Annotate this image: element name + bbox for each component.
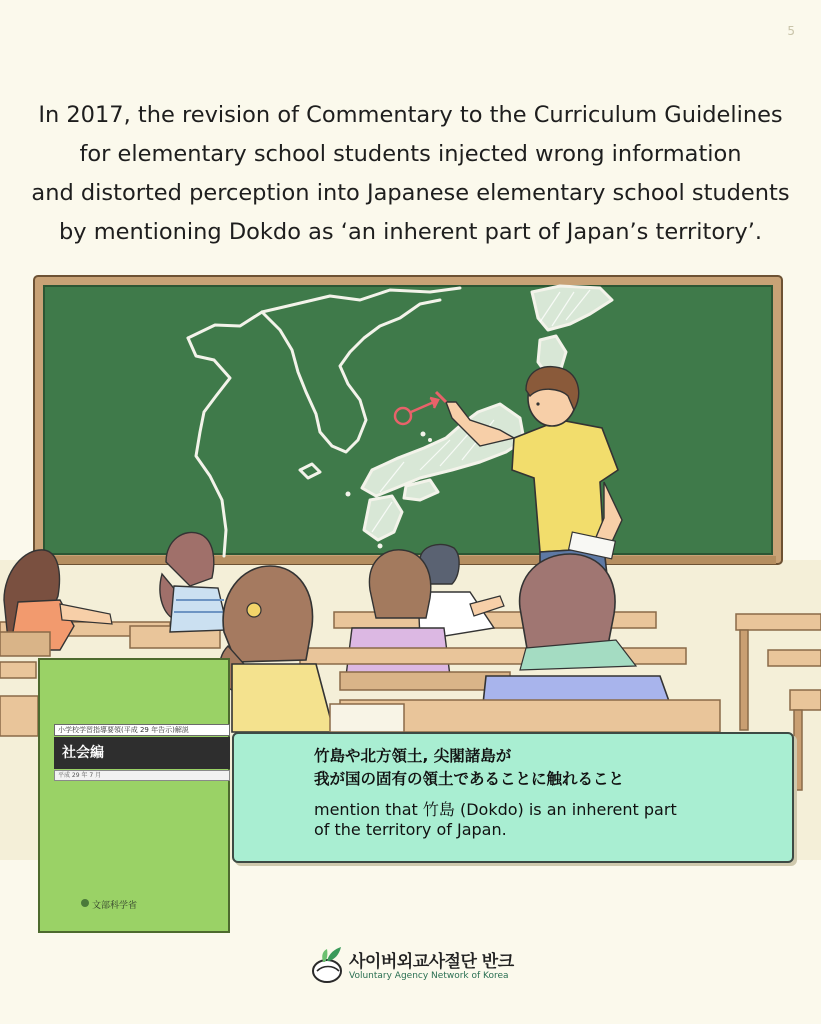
headline-line: for elementary school students injected wrong information: [79, 141, 742, 167]
quote-english-line-2: of the territory of Japan.: [314, 820, 507, 839]
quote-english-line-1: mention that 竹島 (Dokdo) is an inherent part: [314, 800, 677, 819]
book-publisher: 文部科学省: [92, 901, 138, 911]
headline-line: by mentioning Dokdo as ‘an inherent part of Japan’s territory’.: [59, 219, 762, 245]
headline-line: and distorted perception into Japanese elementary school students: [31, 180, 790, 206]
quote-japanese-line-1: 竹島や北方領土, 尖閣諸島が: [314, 747, 512, 765]
book-title-label: 小学校学習指導要領(平成 29 年告示)解説: [54, 724, 230, 736]
quote-box: [232, 732, 794, 863]
chalkboard: [34, 276, 782, 564]
curriculum-book-cover: [38, 658, 230, 933]
book-date-label: 平成 29 年 7 月: [54, 770, 230, 781]
vank-globe-icon: [311, 943, 347, 987]
page-number: 5: [787, 24, 795, 38]
headline-line: In 2017, the revision of Commentary to the Curriculum Guidelines: [38, 102, 783, 128]
logo-english-text: Voluntary Agency Network of Korea: [349, 971, 509, 981]
book-subject-band: 社会編: [54, 737, 230, 769]
quote-japanese-line-2: 我が国の固有の領土であることに触れること: [314, 770, 625, 788]
ministry-emblem-icon: [81, 899, 89, 907]
logo-korean-text: 사이버외교사절단 반크: [349, 952, 514, 972]
vank-logo: [311, 943, 521, 989]
